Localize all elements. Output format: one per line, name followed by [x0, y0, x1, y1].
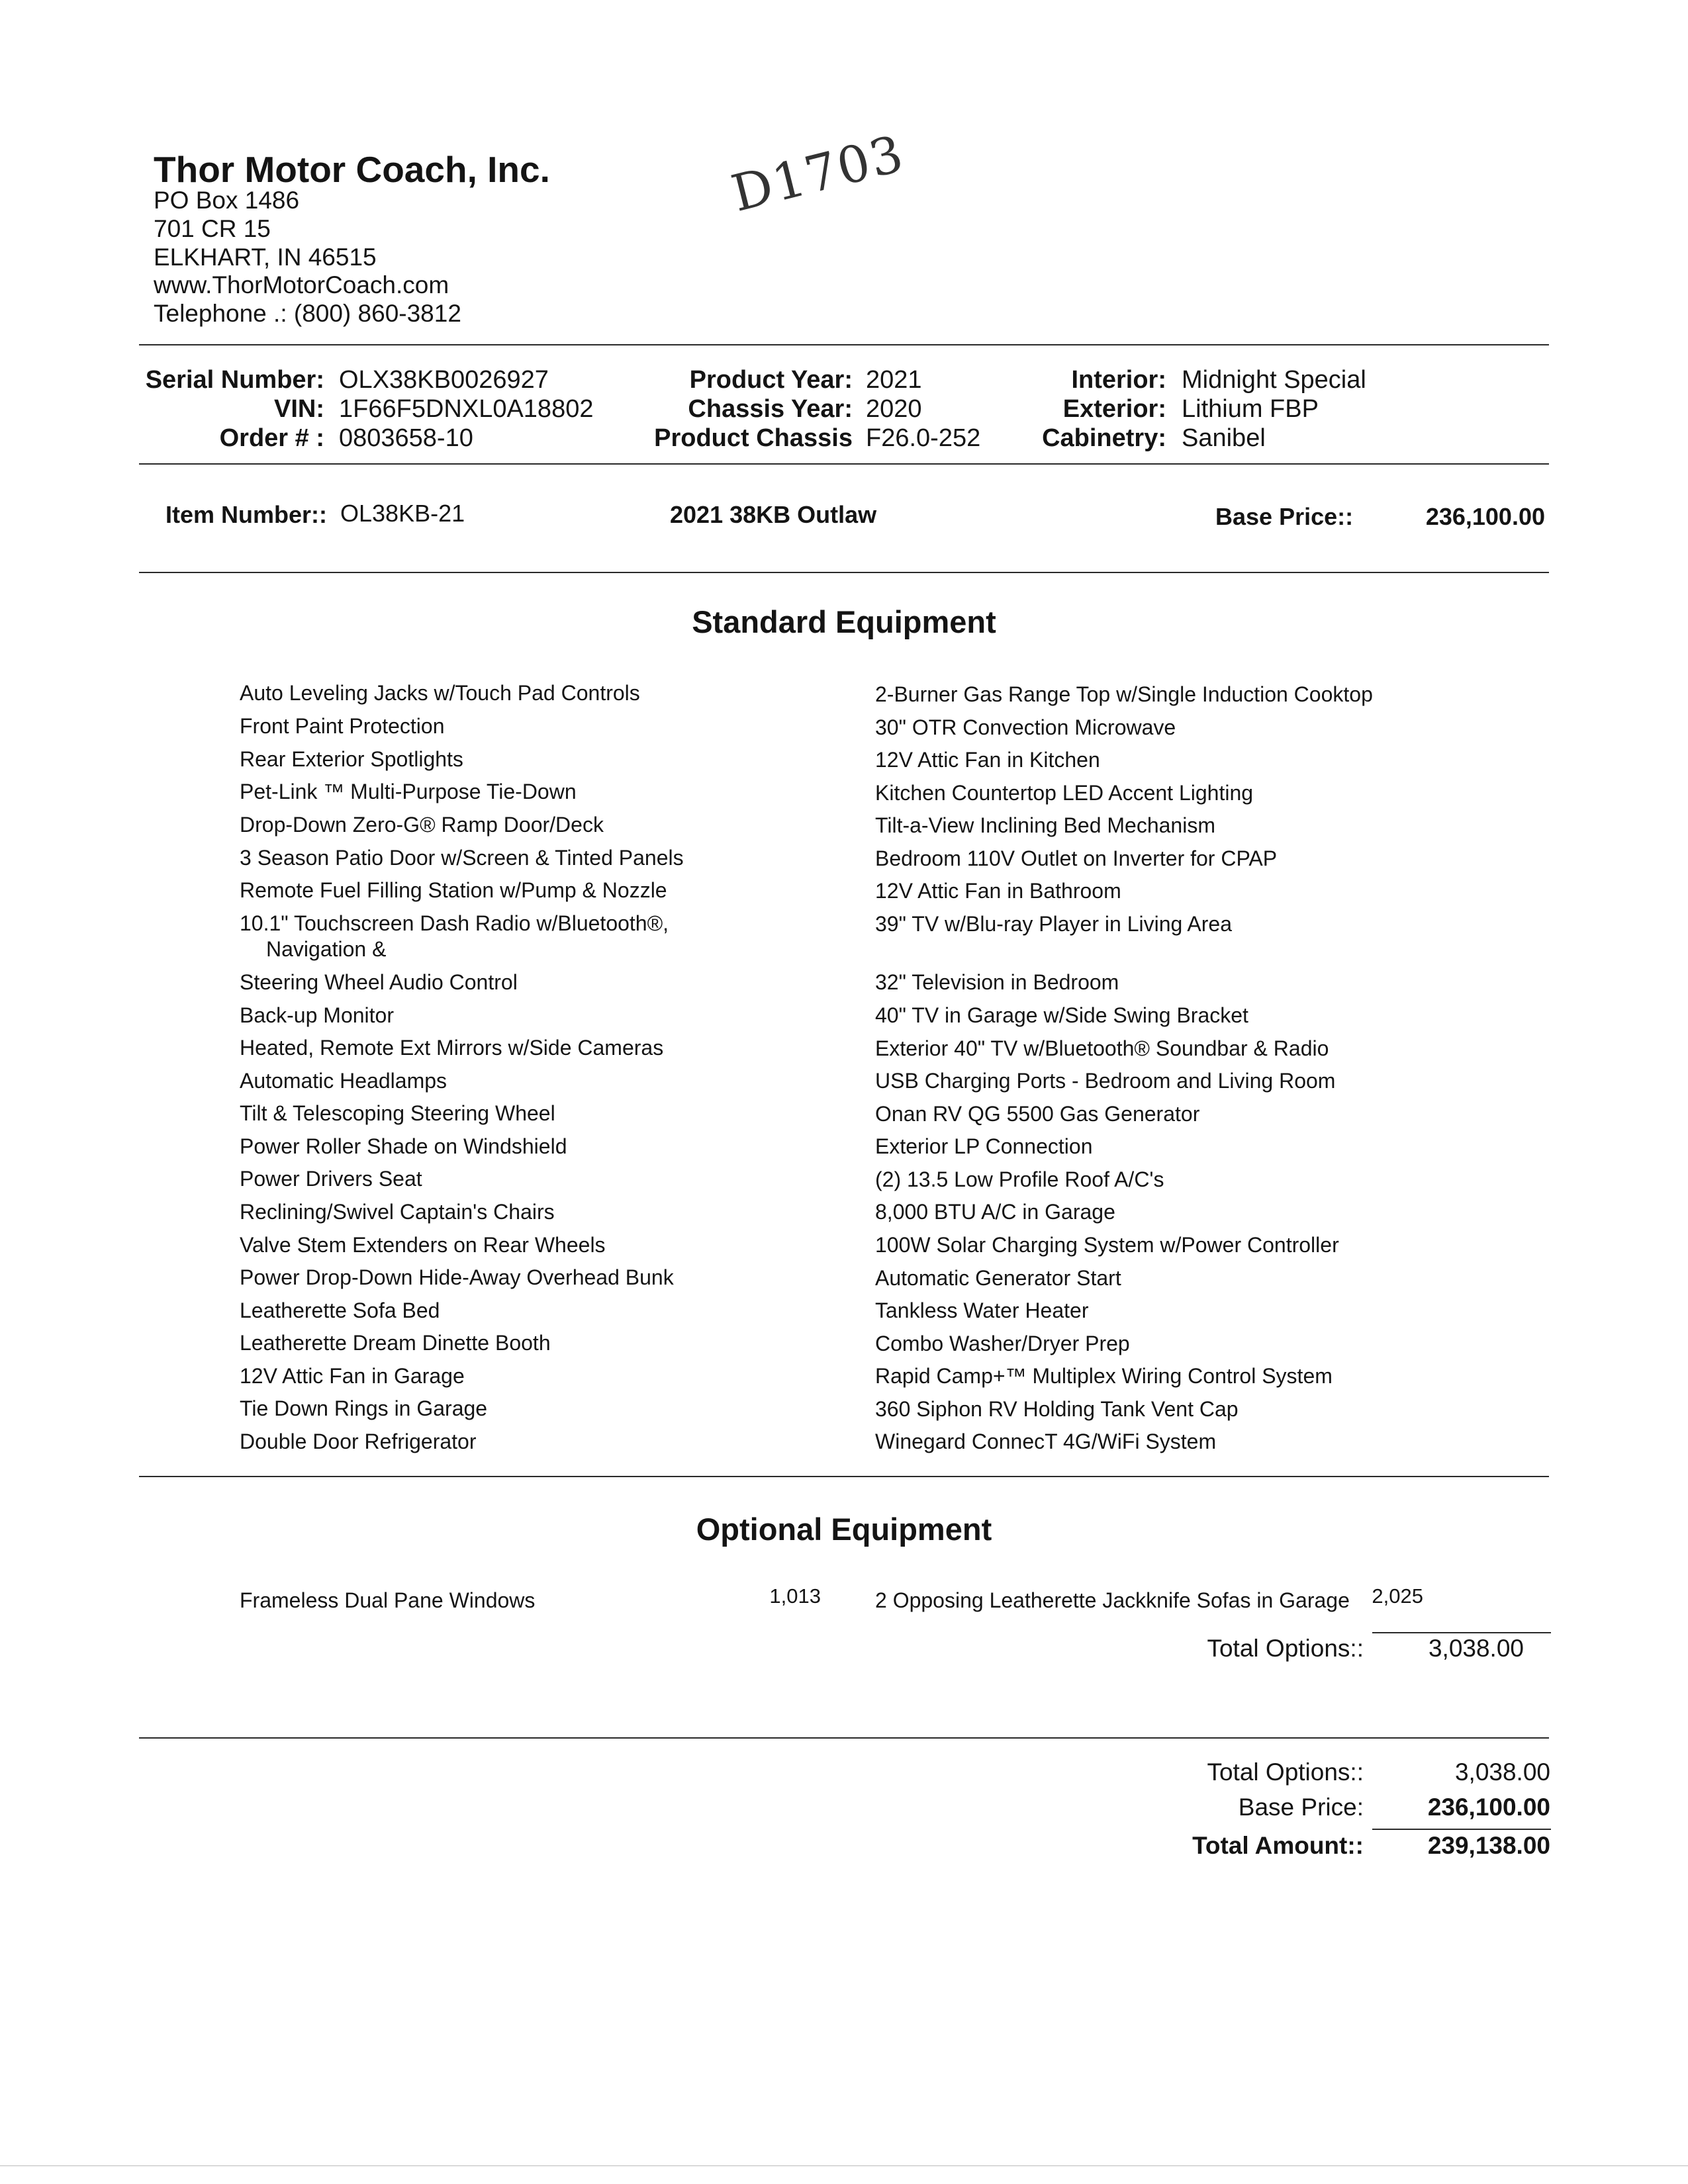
model-name: 2021 38KB Outlaw — [670, 501, 877, 528]
address-line-city: ELKHART, IN 46515 — [154, 244, 377, 271]
std-equipment-item: Remote Fuel Filling Station w/Pump & Nozzle — [240, 878, 667, 902]
std-equipment-item: Automatic Headlamps — [240, 1069, 447, 1093]
std-equipment-item: Rear Exterior Spotlights — [240, 747, 463, 771]
std-equipment-item: 8,000 BTU A/C in Garage — [875, 1200, 1115, 1224]
std-equipment-item: Auto Leveling Jacks w/Touch Pad Controls — [240, 681, 640, 705]
std-equipment-item: 3 Season Patio Door w/Screen & Tinted Panels — [240, 846, 684, 870]
summary-options-label: Total Options:: — [1207, 1758, 1364, 1786]
total-amount-value: 239,138.00 — [1427, 1832, 1550, 1859]
std-equipment-item: Valve Stem Extenders on Rear Wheels — [240, 1233, 606, 1257]
std-equipment-item: USB Charging Ports - Bedroom and Living Room — [875, 1069, 1336, 1093]
std-equipment-item: Power Roller Shade on Windshield — [240, 1134, 567, 1158]
vin-value: 1F66F5DNXL0A18802 — [339, 395, 594, 423]
optional-item-name: 2 Opposing Leatherette Jackknife Sofas in Garage — [875, 1588, 1350, 1612]
std-equipment-item: Steering Wheel Audio Control — [240, 970, 518, 994]
total-rule — [1372, 1829, 1551, 1830]
chassis-year-value: 2020 — [866, 395, 922, 423]
std-equipment-item: 39" TV w/Blu-ray Player in Living Area — [875, 912, 1233, 936]
item-number-value: OL38KB-21 — [340, 500, 465, 527]
std-equipment-item: Leatherette Dream Dinette Booth — [240, 1331, 551, 1355]
company-name: Thor Motor Coach, Inc. — [154, 149, 550, 190]
optional-item-price: 1,013 — [769, 1584, 821, 1608]
std-equipment-item: Automatic Generator Start — [875, 1266, 1121, 1290]
cabinetry-value: Sanibel — [1182, 424, 1266, 452]
divider — [139, 344, 1549, 345]
std-equipment-item: Drop-Down Zero-G® Ramp Door/Deck — [240, 813, 604, 837]
chassis-year-label: Chassis Year: — [688, 395, 853, 423]
std-equipment-item: 2-Burner Gas Range Top w/Single Induction Cooktop — [875, 682, 1373, 706]
std-equipment-item-continuation: Navigation & — [266, 937, 387, 961]
std-equipment-item: 12V Attic Fan in Bathroom — [875, 879, 1121, 903]
standard-equipment-title: Standard Equipment — [692, 604, 996, 639]
std-equipment-item: Power Drivers Seat — [240, 1167, 422, 1191]
total-amount-label: Total Amount:: — [1192, 1832, 1364, 1859]
telephone: Telephone .: (800) 860-3812 — [154, 300, 461, 327]
vin-label: VIN: — [274, 395, 324, 423]
serial-number-label: Serial Number: — [145, 366, 324, 394]
std-equipment-item: Exterior 40" TV w/Bluetooth® Soundbar & Radio — [875, 1036, 1329, 1060]
handwritten-note: D1703 — [726, 123, 910, 223]
std-equipment-item: 360 Siphon RV Holding Tank Vent Cap — [875, 1397, 1239, 1421]
optional-item-name: Frameless Dual Pane Windows — [240, 1588, 536, 1612]
std-equipment-item: (2) 13.5 Low Profile Roof A/C's — [875, 1167, 1164, 1191]
address-line-po-box: PO Box 1486 — [154, 187, 300, 214]
std-equipment-item: Rapid Camp+™ Multiplex Wiring Control System — [875, 1364, 1333, 1388]
std-equipment-item: 32" Television in Bedroom — [875, 970, 1119, 994]
divider — [139, 1476, 1549, 1477]
optional-total-label: Total Options:: — [1207, 1635, 1364, 1662]
interior-label: Interior: — [1071, 366, 1166, 394]
std-equipment-item: Heated, Remote Ext Mirrors w/Side Cameras — [240, 1036, 664, 1060]
optional-equipment-title: Optional Equipment — [696, 1512, 992, 1547]
divider — [139, 572, 1549, 573]
product-chassis-value: F26.0-252 — [866, 424, 981, 452]
serial-number-value: OLX38KB0026927 — [339, 366, 549, 394]
total-rule — [1372, 1632, 1551, 1633]
std-equipment-item: Onan RV QG 5500 Gas Generator — [875, 1102, 1200, 1126]
std-equipment-item: Combo Washer/Dryer Prep — [875, 1332, 1130, 1355]
cabinetry-label: Cabinetry: — [1042, 424, 1166, 452]
std-equipment-item: 12V Attic Fan in Kitchen — [875, 748, 1100, 772]
divider — [139, 1737, 1549, 1739]
std-equipment-item: Bedroom 110V Outlet on Inverter for CPAP — [875, 846, 1278, 870]
divider — [139, 463, 1549, 465]
item-number-label: Item Number:: — [165, 501, 328, 528]
std-equipment-item: Front Paint Protection — [240, 714, 445, 738]
order-number-label: Order # : — [219, 424, 324, 452]
std-equipment-item: 30" OTR Convection Microwave — [875, 715, 1176, 739]
product-year-label: Product Year: — [689, 366, 853, 394]
order-number-value: 0803658-10 — [339, 424, 473, 452]
std-equipment-item: Pet-Link ™ Multi-Purpose Tie-Down — [240, 780, 577, 803]
base-price-value: 236,100.00 — [1425, 503, 1545, 530]
std-equipment-item: Back-up Monitor — [240, 1003, 394, 1027]
interior-value: Midnight Special — [1182, 366, 1366, 394]
std-equipment-item: Tilt-a-View Inclining Bed Mechanism — [875, 813, 1215, 837]
std-equipment-item: Tie Down Rings in Garage — [240, 1396, 488, 1420]
std-equipment-item: 100W Solar Charging System w/Power Controller — [875, 1233, 1339, 1257]
address-line-street: 701 CR 15 — [154, 215, 271, 242]
summary-base-price-value: 236,100.00 — [1427, 1794, 1550, 1821]
std-equipment-item: Leatherette Sofa Bed — [240, 1298, 440, 1322]
std-equipment-item: Double Door Refrigerator — [240, 1430, 477, 1453]
optional-item-price: 2,025 — [1372, 1584, 1423, 1608]
exterior-value: Lithium FBP — [1182, 395, 1319, 423]
std-equipment-item: Power Drop-Down Hide-Away Overhead Bunk — [240, 1265, 674, 1289]
std-equipment-item: 10.1" Touchscreen Dash Radio w/Bluetooth®, — [240, 911, 669, 935]
std-equipment-item: Kitchen Countertop LED Accent Lighting — [875, 781, 1254, 805]
exterior-label: Exterior: — [1062, 395, 1166, 423]
std-equipment-item: 12V Attic Fan in Garage — [240, 1364, 465, 1388]
product-year-value: 2021 — [866, 366, 922, 394]
optional-total-value: 3,038.00 — [1428, 1635, 1524, 1662]
std-equipment-item: 40" TV in Garage w/Side Swing Bracket — [875, 1003, 1248, 1027]
std-equipment-item: Exterior LP Connection — [875, 1134, 1093, 1158]
std-equipment-item: Tankless Water Heater — [875, 1298, 1089, 1322]
product-chassis-label: Product Chassis — [654, 424, 853, 452]
website: www.ThorMotorCoach.com — [154, 271, 449, 298]
base-price-label: Base Price:: — [1215, 503, 1354, 530]
summary-base-price-label: Base Price: — [1238, 1794, 1364, 1821]
page-edge — [0, 2165, 1688, 2166]
std-equipment-item: Tilt & Telescoping Steering Wheel — [240, 1101, 555, 1125]
summary-options-value: 3,038.00 — [1454, 1758, 1550, 1786]
std-equipment-item: Reclining/Swivel Captain's Chairs — [240, 1200, 555, 1224]
std-equipment-item: Winegard ConnecT 4G/WiFi System — [875, 1430, 1217, 1453]
